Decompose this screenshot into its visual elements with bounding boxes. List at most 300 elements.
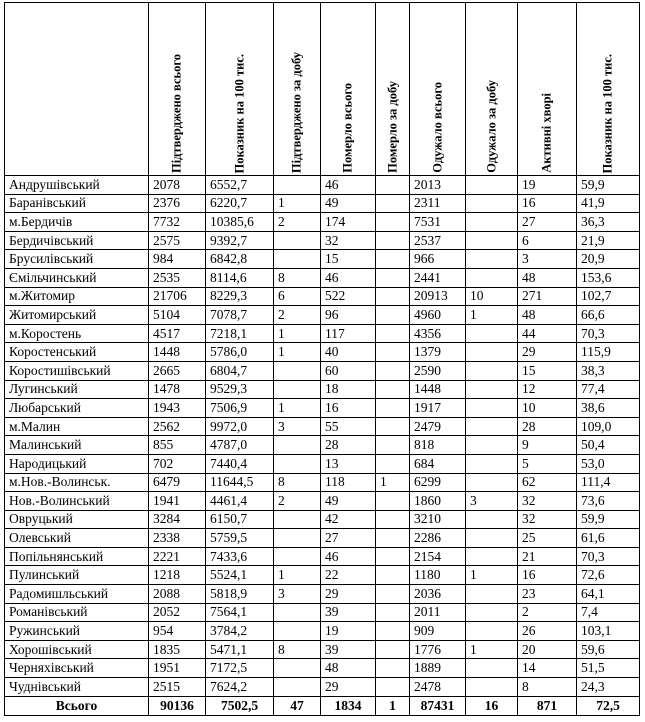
table-row (5, 268, 640, 287)
table-row (5, 361, 640, 380)
table-row (5, 306, 640, 325)
header-confirmed-daily: Підтверджено за добу (274, 3, 321, 176)
table-cell: 2562 (149, 417, 206, 436)
table-cell (274, 510, 321, 529)
table-row (5, 640, 640, 659)
table-cell: 96 (321, 306, 376, 325)
table-cell: 855 (149, 436, 206, 455)
table-row (5, 678, 640, 697)
total-cell: 871 (518, 696, 577, 715)
table-cell: 28 (321, 436, 376, 455)
table-cell: 3 (274, 585, 321, 604)
table-cell (376, 417, 410, 436)
table-cell (274, 380, 321, 399)
table-cell (466, 399, 518, 418)
table-cell: 20 (518, 640, 577, 659)
table-cell: 1776 (410, 640, 466, 659)
table-cell: 49 (321, 194, 376, 213)
table-cell: 14 (518, 659, 577, 678)
table-cell: 1917 (410, 399, 466, 418)
region-name-cell: Попільнянський (5, 547, 149, 566)
table-row (5, 566, 640, 585)
table-cell: 2311 (410, 194, 466, 213)
table-cell: 32 (518, 510, 577, 529)
table-cell: 16 (321, 399, 376, 418)
table-cell: 1 (376, 473, 410, 492)
table-cell: 21706 (149, 287, 206, 306)
table-cell: 1943 (149, 399, 206, 418)
table-cell: 20913 (410, 287, 466, 306)
table-cell: 46 (321, 268, 376, 287)
table-cell: 6 (274, 287, 321, 306)
region-name-cell: Коростишівський (5, 361, 149, 380)
table-row (5, 492, 640, 511)
table-cell (274, 454, 321, 473)
region-name-cell: м.Коростень (5, 324, 149, 343)
header-rate-per-100k: Показник на 100 тис. (206, 3, 274, 176)
total-cell: 1834 (321, 696, 376, 715)
table-cell: 3 (274, 417, 321, 436)
table-cell: 50,4 (577, 436, 640, 455)
table-cell: 4960 (410, 306, 466, 325)
table-cell: 60 (321, 361, 376, 380)
table-cell: 2665 (149, 361, 206, 380)
table-cell: 38,3 (577, 361, 640, 380)
table-row (5, 176, 640, 195)
table-cell: 11644,5 (206, 473, 274, 492)
table-cell: 117 (321, 324, 376, 343)
table-cell: 2088 (149, 585, 206, 604)
table-cell (376, 306, 410, 325)
table-cell: 1218 (149, 566, 206, 585)
total-cell: 7502,5 (206, 696, 274, 715)
table-cell: 19 (321, 622, 376, 641)
table-cell: 5524,1 (206, 566, 274, 585)
table-cell: 32 (321, 231, 376, 250)
table-cell: 1835 (149, 640, 206, 659)
table-cell: 1951 (149, 659, 206, 678)
table-row (5, 622, 640, 641)
table-cell (466, 194, 518, 213)
table-row (5, 194, 640, 213)
table-cell: 16 (518, 194, 577, 213)
table-cell: 2286 (410, 529, 466, 548)
table-cell: 4787,0 (206, 436, 274, 455)
table-cell: 9 (518, 436, 577, 455)
table-cell: 25 (518, 529, 577, 548)
table-cell: 111,4 (577, 473, 640, 492)
table-cell (376, 603, 410, 622)
table-cell: 51,5 (577, 659, 640, 678)
table-cell: 1889 (410, 659, 466, 678)
table-cell: 26 (518, 622, 577, 641)
table-cell: 19 (518, 176, 577, 195)
table-cell: 2478 (410, 678, 466, 697)
table-row (5, 473, 640, 492)
table-cell: 48 (518, 306, 577, 325)
table-row (5, 250, 640, 269)
table-row (5, 343, 640, 362)
table-cell (466, 659, 518, 678)
table-cell: 7732 (149, 213, 206, 232)
header-region (5, 3, 149, 176)
table-cell: 4517 (149, 324, 206, 343)
table-cell (376, 176, 410, 195)
table-cell (376, 510, 410, 529)
table-cell: 2011 (410, 603, 466, 622)
table-cell: 5 (518, 454, 577, 473)
table-cell (274, 361, 321, 380)
table-cell: 2052 (149, 603, 206, 622)
table-cell: 1 (274, 194, 321, 213)
table-cell (274, 547, 321, 566)
table-cell: 77,4 (577, 380, 640, 399)
header-recovered-daily: Одужало за добу (466, 3, 518, 176)
region-name-cell: Овруцький (5, 510, 149, 529)
table-cell: 1180 (410, 566, 466, 585)
table-cell: 2 (274, 213, 321, 232)
table-cell: 10385,6 (206, 213, 274, 232)
table-cell: 38,6 (577, 399, 640, 418)
table-cell: 1 (466, 306, 518, 325)
table-cell (274, 622, 321, 641)
table-cell (274, 603, 321, 622)
table-cell (466, 380, 518, 399)
table-cell: 39 (321, 640, 376, 659)
table-cell: 64,1 (577, 585, 640, 604)
region-name-cell: Лугинський (5, 380, 149, 399)
header-deaths-total: Померло всього (321, 3, 376, 176)
table-cell: 5818,9 (206, 585, 274, 604)
table-cell: 9529,3 (206, 380, 274, 399)
table-cell: 3784,2 (206, 622, 274, 641)
table-row (5, 547, 640, 566)
table-cell: 15 (321, 250, 376, 269)
total-cell: 47 (274, 696, 321, 715)
table-cell (466, 510, 518, 529)
table-cell (466, 547, 518, 566)
table-cell: 7078,7 (206, 306, 274, 325)
table-cell: 70,3 (577, 547, 640, 566)
table-cell: 59,9 (577, 176, 640, 195)
table-row (5, 380, 640, 399)
table-cell (376, 640, 410, 659)
table-cell: 8 (274, 473, 321, 492)
table-cell (466, 213, 518, 232)
table-cell: 48 (518, 268, 577, 287)
region-name-cell: Баранівський (5, 194, 149, 213)
table-cell: 115,9 (577, 343, 640, 362)
table-cell: 1448 (149, 343, 206, 362)
table-cell: 7564,1 (206, 603, 274, 622)
table-cell: 8229,3 (206, 287, 274, 306)
table-row (5, 213, 640, 232)
table-cell: 18 (321, 380, 376, 399)
table-cell: 10 (518, 399, 577, 418)
table-cell (274, 659, 321, 678)
table-cell: 32 (518, 492, 577, 511)
table-cell: 9392,7 (206, 231, 274, 250)
total-cell: 1 (376, 696, 410, 715)
table-cell: 1 (274, 324, 321, 343)
table-cell: 8 (518, 678, 577, 697)
table-cell (376, 343, 410, 362)
table-cell: 6552,7 (206, 176, 274, 195)
table-cell: 2 (274, 306, 321, 325)
table-cell: 7531 (410, 213, 466, 232)
table-row (5, 454, 640, 473)
table-cell: 21 (518, 547, 577, 566)
region-name-cell: м.Нов.-Волинськ. (5, 473, 149, 492)
table-cell (466, 454, 518, 473)
table-cell: 2575 (149, 231, 206, 250)
region-name-cell: Андрушівський (5, 176, 149, 195)
table-cell (274, 436, 321, 455)
table-cell: 6299 (410, 473, 466, 492)
table-cell (376, 585, 410, 604)
table-cell: 271 (518, 287, 577, 306)
table-cell (466, 176, 518, 195)
total-cell: 87431 (410, 696, 466, 715)
table-cell: 818 (410, 436, 466, 455)
table-cell: 49 (321, 492, 376, 511)
region-name-cell: Брусилівський (5, 250, 149, 269)
table-cell: 8114,6 (206, 268, 274, 287)
table-cell: 66,6 (577, 306, 640, 325)
table-cell: 61,6 (577, 529, 640, 548)
covid-stats-table (4, 2, 640, 716)
table-cell: 3 (466, 492, 518, 511)
region-name-cell: Романівський (5, 603, 149, 622)
table-cell: 3284 (149, 510, 206, 529)
table-cell (466, 529, 518, 548)
table-cell: 41,9 (577, 194, 640, 213)
table-cell: 909 (410, 622, 466, 641)
table-cell: 24,3 (577, 678, 640, 697)
table-body (5, 176, 640, 697)
table-cell: 59,6 (577, 640, 640, 659)
table-row (5, 324, 640, 343)
table-cell (376, 454, 410, 473)
table-cell: 7506,9 (206, 399, 274, 418)
region-name-cell: Пулинський (5, 566, 149, 585)
table-cell: 2441 (410, 268, 466, 287)
table-cell: 12 (518, 380, 577, 399)
table-row (5, 603, 640, 622)
table-cell: 2590 (410, 361, 466, 380)
table-cell: 8 (274, 268, 321, 287)
table-cell: 13 (321, 454, 376, 473)
table-cell (376, 324, 410, 343)
region-name-cell: Чуднівський (5, 678, 149, 697)
table-cell: 6804,7 (206, 361, 274, 380)
table-cell: 954 (149, 622, 206, 641)
table-cell: 29 (518, 343, 577, 362)
table-cell: 2154 (410, 547, 466, 566)
table-cell: 70,3 (577, 324, 640, 343)
header-confirmed-total: Підтверджено всього (149, 3, 206, 176)
table-cell (466, 585, 518, 604)
table-cell: 5471,1 (206, 640, 274, 659)
table-cell (466, 678, 518, 697)
table-cell: 1478 (149, 380, 206, 399)
table-cell: 16 (518, 566, 577, 585)
table-cell: 2036 (410, 585, 466, 604)
total-label: Всього (5, 696, 149, 715)
table-cell: 55 (321, 417, 376, 436)
table-cell: 103,1 (577, 622, 640, 641)
region-name-cell: Ружинський (5, 622, 149, 641)
table-cell: 73,6 (577, 492, 640, 511)
table-cell: 684 (410, 454, 466, 473)
table-row (5, 436, 640, 455)
table-cell (466, 324, 518, 343)
table-cell: 3210 (410, 510, 466, 529)
table-cell (376, 268, 410, 287)
table-cell: 1 (274, 343, 321, 362)
table-cell (376, 678, 410, 697)
table-cell (376, 436, 410, 455)
table-cell: 966 (410, 250, 466, 269)
table-cell: 2 (518, 603, 577, 622)
table-cell (466, 603, 518, 622)
table-cell: 522 (321, 287, 376, 306)
table-cell (466, 231, 518, 250)
table-cell: 2537 (410, 231, 466, 250)
table-cell: 72,6 (577, 566, 640, 585)
table-cell: 2535 (149, 268, 206, 287)
table-cell (376, 231, 410, 250)
table-cell: 7440,4 (206, 454, 274, 473)
header-deaths-daily: Померло за добу (376, 3, 410, 176)
table-cell: 21,9 (577, 231, 640, 250)
table-cell: 1941 (149, 492, 206, 511)
table-cell: 10 (466, 287, 518, 306)
total-cell: 90136 (149, 696, 206, 715)
table-cell: 44 (518, 324, 577, 343)
table-cell (466, 417, 518, 436)
total-cell: 72,5 (577, 696, 640, 715)
table-cell (376, 250, 410, 269)
table-row (5, 585, 640, 604)
table-cell: 174 (321, 213, 376, 232)
table-cell: 1 (466, 640, 518, 659)
table-cell: 2 (274, 492, 321, 511)
table-row (5, 659, 640, 678)
table-cell: 46 (321, 176, 376, 195)
table-cell: 27 (518, 213, 577, 232)
region-name-cell: Хорошівський (5, 640, 149, 659)
table-cell: 7172,5 (206, 659, 274, 678)
table-cell: 1448 (410, 380, 466, 399)
region-name-cell: м.Бердичів (5, 213, 149, 232)
table-cell (466, 343, 518, 362)
header-active-cases: Активні хворі (518, 3, 577, 176)
region-name-cell: Радомишльський (5, 585, 149, 604)
region-name-cell: Нов.-Волинський (5, 492, 149, 511)
table-cell (376, 213, 410, 232)
table-cell: 2515 (149, 678, 206, 697)
table-row (5, 231, 640, 250)
table-cell (274, 231, 321, 250)
table-cell: 29 (321, 678, 376, 697)
table-cell: 28 (518, 417, 577, 436)
table-cell: 36,3 (577, 213, 640, 232)
table-cell: 1 (274, 566, 321, 585)
table-cell: 7624,2 (206, 678, 274, 697)
region-name-cell: Олевський (5, 529, 149, 548)
region-name-cell: Бердичівський (5, 231, 149, 250)
table-row (5, 399, 640, 418)
table-cell: 2376 (149, 194, 206, 213)
header-recovered-total: Одужало всього (410, 3, 466, 176)
table-cell: 6479 (149, 473, 206, 492)
table-cell: 6220,7 (206, 194, 274, 213)
table-cell (466, 268, 518, 287)
table-cell (466, 361, 518, 380)
table-cell (376, 492, 410, 511)
table-cell: 702 (149, 454, 206, 473)
table-cell: 5759,5 (206, 529, 274, 548)
table-cell: 118 (321, 473, 376, 492)
table-cell: 6842,8 (206, 250, 274, 269)
table-cell: 9972,0 (206, 417, 274, 436)
table-cell (466, 473, 518, 492)
table-cell (274, 250, 321, 269)
table-cell (376, 622, 410, 641)
region-name-cell: Коростенський (5, 343, 149, 362)
table-cell: 48 (321, 659, 376, 678)
table-cell: 7,4 (577, 603, 640, 622)
table-cell (376, 194, 410, 213)
region-name-cell: м.Житомир (5, 287, 149, 306)
table-cell (376, 287, 410, 306)
header-active-rate-per-100k: Показник на 100 тис. (577, 3, 640, 176)
table-cell (466, 250, 518, 269)
region-name-cell: Народицький (5, 454, 149, 473)
table-cell: 2479 (410, 417, 466, 436)
table-cell: 1379 (410, 343, 466, 362)
table-cell: 29 (321, 585, 376, 604)
table-cell: 1 (274, 399, 321, 418)
table-row (5, 510, 640, 529)
region-name-cell: Малинський (5, 436, 149, 455)
table-cell (274, 176, 321, 195)
table-cell: 1860 (410, 492, 466, 511)
table-cell: 59,9 (577, 510, 640, 529)
table-cell: 7218,1 (206, 324, 274, 343)
table-cell (466, 622, 518, 641)
table-cell: 5104 (149, 306, 206, 325)
table-cell: 62 (518, 473, 577, 492)
table-cell: 8 (274, 640, 321, 659)
table-cell: 4356 (410, 324, 466, 343)
table-cell: 42 (321, 510, 376, 529)
table-cell: 46 (321, 547, 376, 566)
table-cell: 5786,0 (206, 343, 274, 362)
table-row (5, 287, 640, 306)
table-cell: 6150,7 (206, 510, 274, 529)
table-cell (466, 436, 518, 455)
table-cell: 2013 (410, 176, 466, 195)
table-cell: 20,9 (577, 250, 640, 269)
table-cell: 3 (518, 250, 577, 269)
table-cell: 2221 (149, 547, 206, 566)
total-cell: 16 (466, 696, 518, 715)
table-cell (376, 659, 410, 678)
table-cell (376, 399, 410, 418)
table-cell: 53,0 (577, 454, 640, 473)
